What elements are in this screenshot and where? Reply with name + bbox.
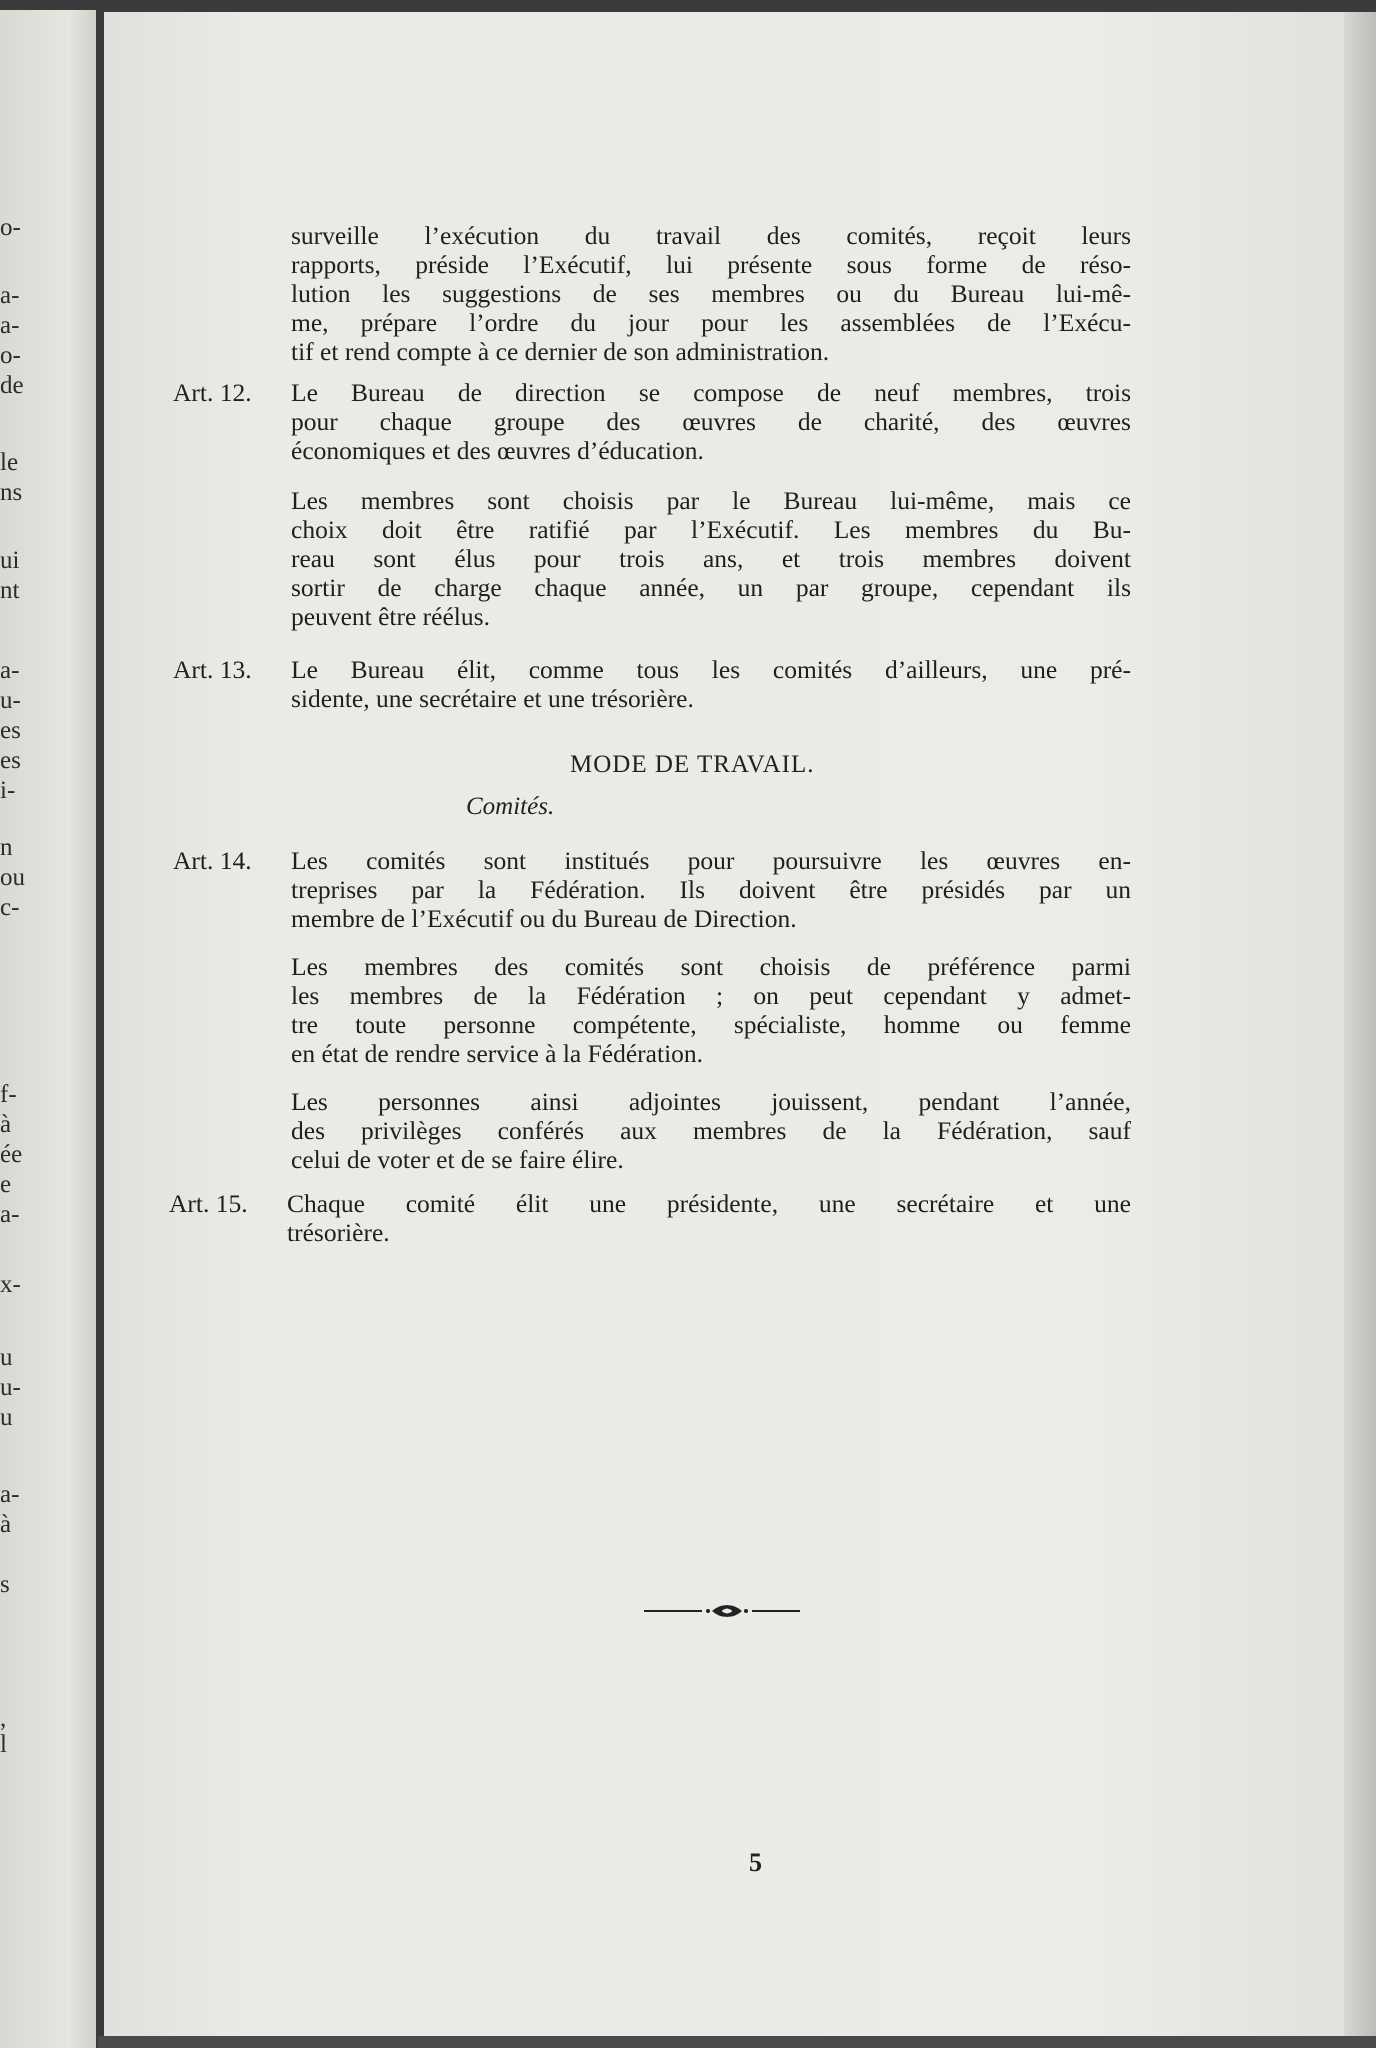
text-line: les membres de la Fédération ; on peut cependant y admet- (291, 981, 1131, 1010)
facing-page-fragment: ns (0, 479, 23, 506)
facing-page-fragment: ui (0, 547, 20, 574)
facing-page-fragment: o- (0, 342, 21, 369)
text-line: trésorière. (287, 1218, 390, 1247)
facing-page-fragment: u (0, 1404, 13, 1431)
facing-page-fragment: x- (0, 1271, 21, 1298)
facing-page-fragment: u (0, 1344, 13, 1371)
section-heading: MODE DE TRAVAIL. (570, 751, 815, 778)
text-line: Les personnes ainsi adjointes jouissent, pendant l’année, (291, 1087, 1131, 1116)
facing-page-fragment: a- (0, 282, 20, 309)
text-line: reau sont élus pour trois ans, et trois membres doivent (291, 544, 1131, 573)
facing-page-fragment: e (0, 1171, 12, 1198)
text-line: en état de rendre service à la Fédération. (291, 1039, 704, 1068)
facing-page-fragment: le (0, 449, 19, 476)
page-edge-shadow (1344, 12, 1376, 2048)
ornament-divider (642, 1600, 802, 1622)
section-subheading: Comités. (466, 793, 555, 820)
facing-page-fragment: a- (0, 1201, 20, 1228)
text-line: Les comités sont institués pour poursuivre les œuvres en- (291, 846, 1131, 875)
facing-page-fragment: a- (0, 1481, 20, 1508)
facing-page-edge (0, 10, 98, 2048)
facing-page-fragment: à (0, 1511, 12, 1538)
article-label: Art. 13. (173, 655, 252, 684)
facing-page-fragment: s (0, 1571, 10, 1598)
text-line: me, prépare l’ordre du jour pour les assemblées de l’Exécu- (291, 308, 1131, 337)
facing-page-fragment: de (0, 372, 24, 399)
facing-page-fragment: a- (0, 657, 20, 684)
text-line: celui de voter et de se faire élire. (291, 1145, 624, 1174)
facing-page-fragment: l (0, 1731, 7, 1758)
text-line: membre de l’Exécutif ou du Bureau de Direction. (291, 904, 797, 933)
scan-bottom-edge (98, 2036, 1376, 2048)
facing-page-fragment: es (0, 717, 21, 744)
facing-page-fragment: i- (0, 777, 16, 804)
facing-page-fragment: u- (0, 1374, 21, 1401)
text-line: Le Bureau de direction se compose de neuf membres, trois (291, 378, 1131, 407)
text-line: Les membres sont choisis par le Bureau lui-même, mais ce (291, 486, 1131, 515)
text-line: pour chaque groupe des œuvres de charité, des œuvres (291, 407, 1131, 436)
document-page (104, 12, 1344, 2036)
facing-page-fragment: , (0, 1705, 7, 1732)
text-line: économiques et des œuvres d’éducation. (291, 436, 704, 465)
text-line: choix doit être ratifié par l’Exécutif. Les membres du Bu- (291, 515, 1131, 544)
facing-page-fragment: a- (0, 312, 20, 339)
facing-page-fragment: à (0, 1111, 12, 1138)
facing-page-fragment: ée (0, 1141, 23, 1168)
book-gutter (96, 10, 104, 2048)
facing-page-fragment: c- (0, 894, 20, 921)
page-number: 5 (749, 1848, 762, 1877)
article-label: Art. 12. (173, 378, 252, 407)
text-line: surveille l’exécution du travail des comités, reçoit leurs (291, 221, 1131, 250)
facing-page-fragment: f- (0, 1081, 17, 1108)
text-line: des privilèges conférés aux membres de la Fédération, sauf (291, 1116, 1131, 1145)
article-label: Art. 14. (173, 846, 252, 875)
text-line: peuvent être réélus. (291, 602, 490, 631)
text-line: tre toute personne compétente, spécialiste, homme ou femme (291, 1010, 1131, 1039)
text-line: sidente, une secrétaire et une trésorière. (291, 684, 694, 713)
text-line: sortir de charge chaque année, un par groupe, cependant ils (291, 573, 1131, 602)
text-line: Le Bureau élit, comme tous les comités d’ailleurs, une pré- (291, 655, 1131, 684)
scan-top-edge (0, 0, 1376, 12)
text-line: treprises par la Fédération. Ils doivent être présidés par un (291, 875, 1131, 904)
text-line: Chaque comité élit une présidente, une secrétaire et une (287, 1189, 1131, 1218)
facing-page-fragment: nt (0, 577, 20, 604)
facing-page-fragment: u- (0, 687, 21, 714)
facing-page-fragment: es (0, 747, 21, 774)
text-line: lution les suggestions de ses membres ou du Bureau lui-mê- (291, 279, 1131, 308)
facing-page-fragment: n (0, 834, 13, 861)
text-line: rapports, préside l’Exécutif, lui présente sous forme de réso- (291, 250, 1131, 279)
article-label: Art. 15. (169, 1189, 248, 1218)
text-line: tif et rend compte à ce dernier de son administration. (291, 337, 830, 366)
text-line: Les membres des comités sont choisis de préférence parmi (291, 952, 1131, 981)
facing-page-fragment: ou (0, 864, 25, 891)
facing-page-fragment: o- (0, 214, 21, 241)
